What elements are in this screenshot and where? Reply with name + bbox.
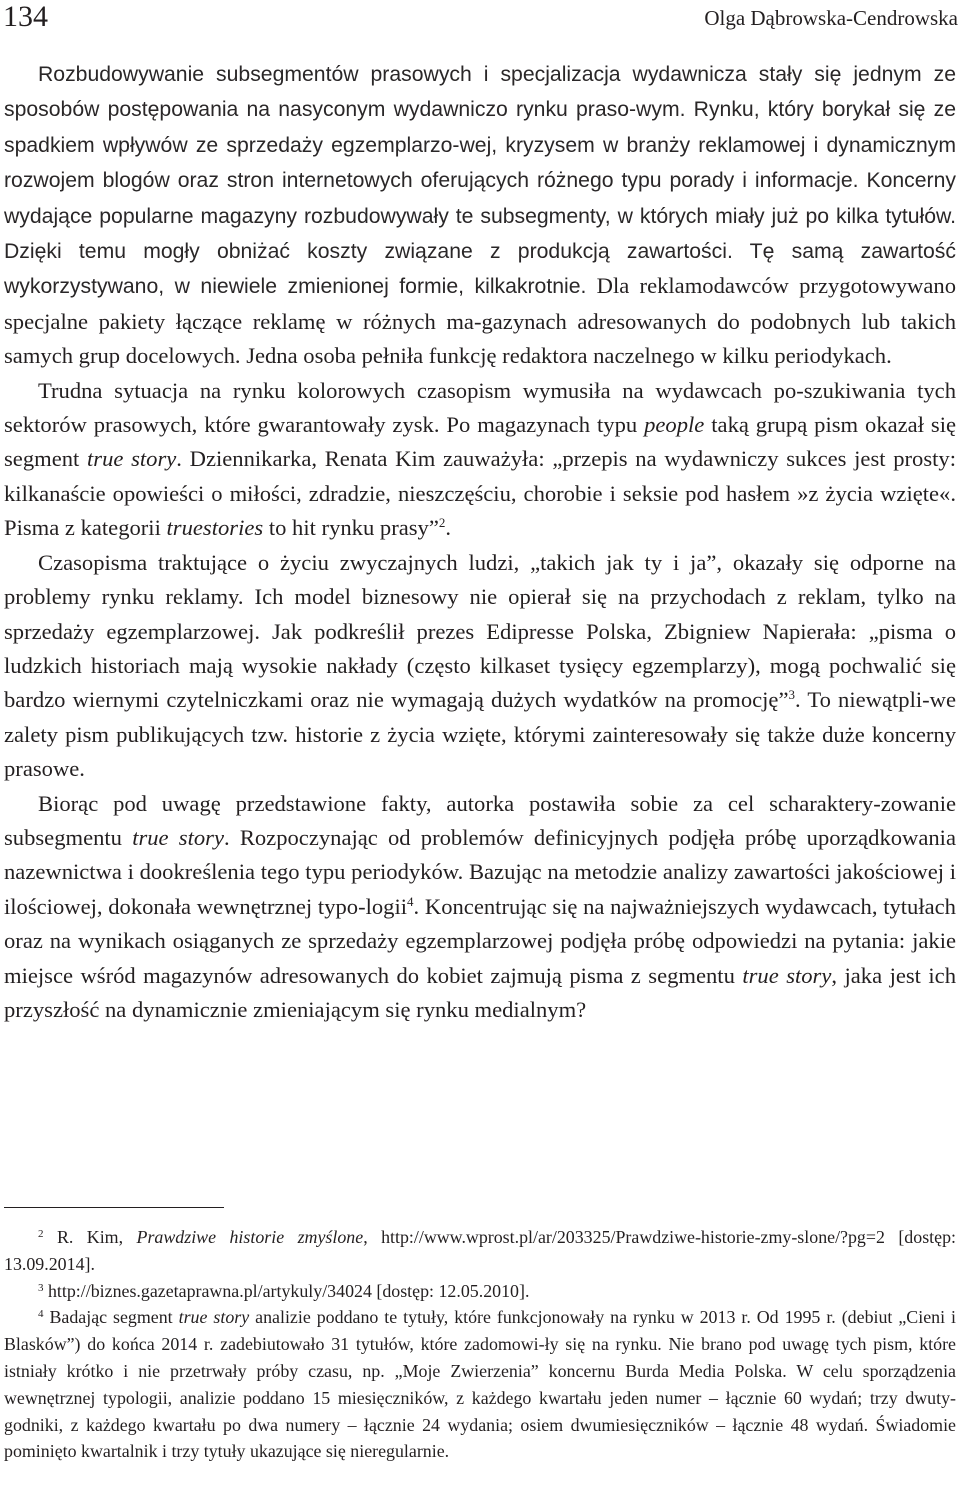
paragraph-4-text-c: . Koncentrując się na najważniejszych wydawcach, tytułach oraz na wynikach osiąganych ze sprzedaży egzemplarzowej podjęła próbę odpowiedzi na pytania: jakie miejsce wśród magazynów adresowanych do kobiet zajmują pisma z segmentu (4, 893, 956, 988)
paragraph-2-italic-people: people (644, 412, 705, 438)
paragraph-4-italic-true-story-2: true story (742, 962, 832, 988)
paragraph-2-text-c: . Dziennikarka, Renata Kim zauważyła: „przepis na wydawniczy sukces jest prosty: kilkanaście opowieści o miłości, zdradzie, nieszczęściu, chorobie i seksie pod hasłem »z życia wzięte«. Pisma z kategorii (4, 446, 956, 541)
footnote-4-number: 4 (38, 1308, 44, 1321)
footnote-ref-2[interactable]: 2 (438, 515, 446, 531)
footnote-2-text-a: R. Kim, (43, 1227, 137, 1247)
footnote-4-text-a: Badając segment (43, 1307, 179, 1328)
paragraph-1-sans-text: Rozbudowywanie subsegmentów prasowych i specjalizacja wydawnicza stały się jednym ze sposobów postępowania na nasyconym wydawniczo rynku praso-wym. Rynku, który borykał się ze spadkiem wpływów ze sprzedaży egzemplarzo-wej, kryzysem w branży reklamowej i dynamicznym rozwojem blogów oraz stron internetowych oferujących różnego typu porady i informacje. Koncerny wydające popularne magazyny rozbudowywały te subsegmenty, w których miały już po kilka tytułów. Dzięki temu mogły obniżać koszty związane z produkcją zawartości. Tę samą zawartość wykorzystywano, w niewiele zmienionej formie, kilkakrotnie. (4, 63, 956, 299)
footnote-2 (4, 1224, 956, 1278)
paragraph-2-text-a: Trudna sytuacja na rynku kolorowych czasopism wymusiła na wydawcach po-szukiwania tych sektorów prasowych, które gwarantowały zysk. Po magazynach typu (4, 377, 956, 438)
paragraph-2-text-d: to hit rynku prasy” (263, 515, 439, 541)
paragraph-2 (4, 374, 956, 546)
page-number: 134 (3, 0, 48, 33)
footnote-2-number: 2 (38, 1227, 44, 1240)
paragraph-2-text-e: . (445, 515, 452, 541)
paragraph-3 (4, 546, 956, 787)
paragraph-1 (4, 57, 956, 374)
footnote-3-text[interactable]: http://biznes.gazetaprawna.pl/artykuly/34024 [dostęp: 12.05.2010]. (43, 1280, 530, 1301)
footnote-2-text-b[interactable]: , http://www.wprost.pl/ar/203325/Prawdziwe-historie-zmy-slone/?pg=2 [dostęp: 13.09.2014]. (4, 1227, 956, 1274)
footnote-separator (4, 1207, 224, 1208)
footnote-4-text-b: analizie poddano te tytuły, które funkcjonowały na rynku w 2013 r. Od 1995 r. (debiut „Cieni i Blasków”) do końca 2014 r. zadebiutowało 31 tytułów, które zadomowi-ły się na rynku. Nie brano pod uwagę tych pism, które istniały krótko i nie przetrwały próby czasu, np. „Moje Zwierzenia” koncernu Burda Media Polska. W celu sporządzenia wewnętrznej typologii, analizie poddano 15 miesięczników, z każdego kwartału jeden numer – łącznie 60 wydań; trzy dwuty-godniki, z każdego kwartału po dwa numery – łącznie 24 wydania; osiem dwumiesięczników – łącznie 48 wydań. Świadomie pominięto kwartalnik i trzy tytuły ukazujące się nieregularnie. (4, 1307, 956, 1462)
body-text (4, 57, 956, 1027)
footnote-4 (4, 1304, 956, 1465)
footnote-ref-3[interactable]: 3 (788, 687, 795, 703)
running-head-author: Olga Dąbrowska-Cendrowska (704, 6, 958, 30)
paragraph-4 (4, 787, 956, 1028)
paragraph-4-text-a: Biorąc pod uwagę przedstawione fakty, autorka postawiła sobie za cel scharaktery-zowanie subsegmentu (4, 790, 956, 850)
paragraph-4-text-d: , jaka jest ich przyszłość na dynamicznie zmieniającym się rynku medialnym? (4, 962, 957, 1022)
footnote-2-italic-title: Prawdziwe historie zmyślone (136, 1227, 364, 1247)
running-header (0, 0, 960, 34)
paragraph-2-text-b: taką grupą pism okazał się segment (4, 412, 956, 472)
paragraph-1-serif-text: Dla reklamodawców przygotowywano specjalne pakiety łączące reklamę w różnych ma-gazynach adresowanych do podobnych lub takich samych grup docelowych. Jedna osoba pełniła funkcję redaktora naczelnego w kilku periodykach. (4, 273, 956, 369)
footnotes (4, 1224, 956, 1465)
paragraph-3-text-b: . To niewątpli-we zalety pism publikujących tzw. historie z życia wzięte, którymi zainteresowały się także duże koncerny prasowe. (4, 687, 956, 782)
footnote-4-italic-true-story: true story (178, 1307, 250, 1328)
paragraph-2-italic-true-story: true story (87, 446, 177, 472)
paragraph-4-italic-true-story: true story (132, 824, 224, 850)
footnote-ref-4[interactable]: 4 (407, 893, 414, 909)
paragraph-3-text-a: Czasopisma traktujące o życiu zwyczajnych ludzi, „takich jak ty i ja”, okazały się odporne na problemy rynku reklamy. Ich model biznesowy nie opierał się na przychodach z reklam, tylko na sprzedaży egzemplarzowej. Jak podkreślił prezes Edipresse Polska, Zbigniew Napierała: „pisma o ludzkich historiach mają wysokie nakłady (często kilkaset tysięcy egzemplarzy), mogą pochwalić się bardzo wiernymi czytelniczkami oraz nie wymagają dużych wydatków na promocję” (4, 549, 956, 713)
paragraph-2-italic-truestories: truestories (166, 515, 264, 541)
paragraph-4-text-b: . Rozpoczynając od problemów definicyjnych podjęła próbę uporządkowania nazewnictwa i dookreślenia tego typu periodyków. Bazując na metodzie analizy zawartości jakościowej i ilościowej, dokonała wewnętrznej typo-logii (4, 824, 956, 919)
footnote-3-number: 3 (38, 1281, 44, 1294)
footnote-3 (4, 1278, 956, 1305)
